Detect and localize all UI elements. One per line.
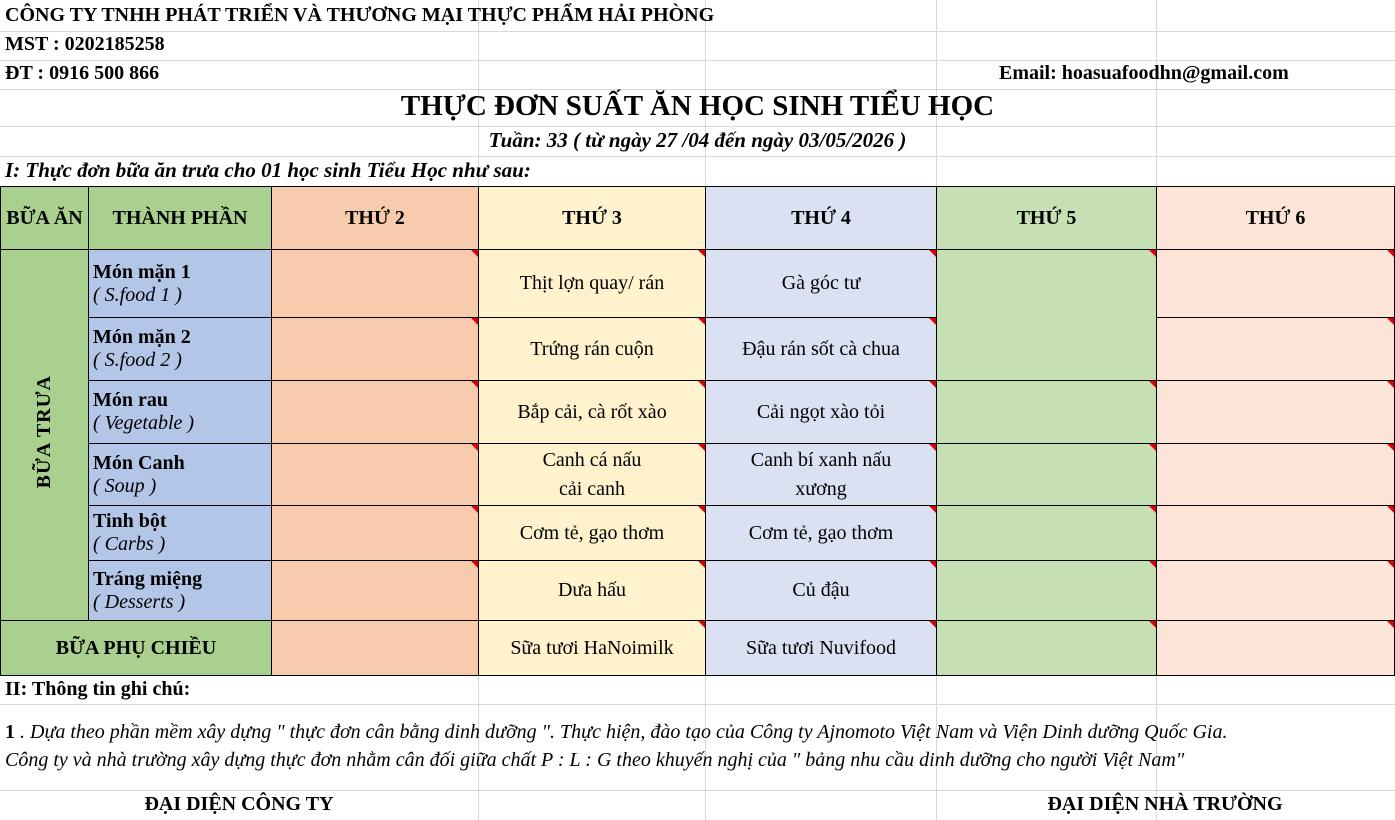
row-label-cell xyxy=(89,444,272,506)
header-thu-2: THỨ 2 xyxy=(272,187,479,250)
cell-thu-3[interactable]: Cơm tẻ, gạo thơm xyxy=(479,506,706,561)
cell-thu-2[interactable] xyxy=(272,381,479,444)
row-label-cell xyxy=(89,250,272,318)
lunch-label-cell xyxy=(1,250,89,621)
row-label-cell xyxy=(89,318,272,381)
cell-thu-4[interactable]: Đậu rán sốt cà chua xyxy=(706,318,937,381)
cell-thu-4[interactable]: Sữa tươi Nuvifood xyxy=(706,621,937,676)
snack-label: BỮA PHỤ CHIỀU xyxy=(1,621,272,676)
cell-thu-2[interactable] xyxy=(272,506,479,561)
row-sublabel: ( S.food 1 ) xyxy=(93,283,182,306)
email: Email: hoasuafoodhn@gmail.com xyxy=(999,62,1289,84)
header-thu-6: THỨ 6 xyxy=(1157,187,1395,250)
header-component: THÀNH PHẦN xyxy=(89,187,272,250)
cell-thu-6[interactable] xyxy=(1157,250,1395,318)
tax-code: MST : 0202185258 xyxy=(5,33,165,55)
cell-thu-3[interactable]: Dưa hấu xyxy=(479,561,706,621)
phone-number: ĐT : 0916 500 866 xyxy=(5,62,160,84)
row-label: Món mặn 1 xyxy=(93,260,191,283)
row-label: Tinh bột xyxy=(93,510,167,532)
header-meal: BỮA ĂN xyxy=(1,187,89,250)
note-line-1: 1 . Dựa theo phần mềm xây dựng " thực đơn cân bằng dinh dưỡng ". Thực hiện, đào tạo của Công ty Ajnomoto Việt Nam và Viện Dinh dưỡng Quốc Gia. xyxy=(5,721,1228,743)
section-lunch-title: I: Thực đơn bữa ăn trưa cho 01 học sinh Tiểu Học như sau: xyxy=(5,158,531,182)
cell-thu-5[interactable] xyxy=(937,444,1157,506)
row-label: Món rau xyxy=(93,389,168,411)
section-notes-title: II: Thông tin ghi chú: xyxy=(5,678,191,700)
table-row xyxy=(1,506,1395,561)
week-range: Tuần: 33 ( từ ngày 27 /04 đến ngày 03/05/2026 ) xyxy=(488,128,907,152)
header-thu-5: THỨ 5 xyxy=(937,187,1157,250)
cell-thu-2[interactable] xyxy=(272,318,479,381)
signature-company: ĐẠI DIỆN CÔNG TY xyxy=(144,793,334,815)
row-sublabel: ( Vegetable ) xyxy=(93,412,195,434)
snack-row xyxy=(1,621,1395,676)
cell-thu-5[interactable] xyxy=(937,621,1157,676)
row-label-cell xyxy=(89,561,272,621)
cell-thu-6[interactable] xyxy=(1157,506,1395,561)
cell-thu-4[interactable]: Củ đậu xyxy=(706,561,937,621)
cell-thu-6[interactable] xyxy=(1157,621,1395,676)
cell-thu-2[interactable] xyxy=(272,444,479,506)
cell-thu-6[interactable] xyxy=(1157,318,1395,381)
row-label: Tráng miệng xyxy=(93,567,203,590)
row-sublabel: ( Desserts ) xyxy=(93,590,186,613)
row-label: Món mặn 2 xyxy=(93,326,191,348)
row-sublabel: ( S.food 2 ) xyxy=(93,349,182,371)
row-label: Món Canh xyxy=(93,451,185,474)
signature-school: ĐẠI DIỆN NHÀ TRƯỜNG xyxy=(1047,793,1283,815)
cell-thu-3[interactable]: Canh cá nấu cải canh xyxy=(479,444,706,506)
company-name: CÔNG TY TNHH PHÁT TRIỂN VÀ THƯƠNG MẠI THỰC PHẨM HẢI PHÒNG xyxy=(5,4,715,26)
cell-thu-2[interactable] xyxy=(272,621,479,676)
cell-thu-6[interactable] xyxy=(1157,444,1395,506)
cell-thu-4[interactable]: Gà góc tư xyxy=(706,250,937,318)
cell-thu-5[interactable] xyxy=(937,381,1157,444)
cell-thu-4[interactable]: Canh bí xanh nấu xương xyxy=(706,444,937,506)
page-title: THỰC ĐƠN SUẤT ĂN HỌC SINH TIỂU HỌC xyxy=(400,90,995,122)
note-line-2: Công ty và nhà trường xây dựng thực đơn nhằm cân đối giữa chất P : L : G theo khuyến nghị của " bảng nhu cầu dinh dưỡng cho người Việt Nam" xyxy=(5,749,1185,771)
lunch-label: BỮA TRƯA xyxy=(33,375,55,489)
cell-thu-2[interactable] xyxy=(272,561,479,621)
cell-thu-5[interactable] xyxy=(937,506,1157,561)
cell-thu-6[interactable] xyxy=(1157,381,1395,444)
table-row xyxy=(1,561,1395,621)
cell-thu-4[interactable]: Cải ngọt xào tỏi xyxy=(706,381,937,444)
cell-thu-4[interactable]: Cơm tẻ, gạo thơm xyxy=(706,506,937,561)
table-row xyxy=(1,318,1395,381)
header-thu-4: THỨ 4 xyxy=(706,187,937,250)
table-row xyxy=(1,381,1395,444)
cell-thu-5[interactable] xyxy=(937,250,1157,381)
row-sublabel: ( Soup ) xyxy=(93,474,157,497)
row-sublabel: ( Carbs ) xyxy=(93,533,166,555)
header-thu-3: THỨ 3 xyxy=(479,187,706,250)
cell-thu-6[interactable] xyxy=(1157,561,1395,621)
cell-thu-3[interactable]: Sữa tươi HaNoimilk xyxy=(479,621,706,676)
table-header-row xyxy=(1,187,1395,250)
note-number: 1 xyxy=(5,721,15,743)
table-row xyxy=(1,250,1395,318)
menu-table xyxy=(0,186,1395,676)
row-label-cell xyxy=(89,381,272,444)
table-row xyxy=(1,444,1395,506)
cell-thu-3[interactable]: Bắp cải, cà rốt xào xyxy=(479,381,706,444)
cell-thu-3[interactable]: Trứng rán cuộn xyxy=(479,318,706,381)
cell-thu-5[interactable] xyxy=(937,561,1157,621)
row-label-cell xyxy=(89,506,272,561)
cell-thu-3[interactable]: Thịt lợn quay/ rán xyxy=(479,250,706,318)
cell-thu-2[interactable] xyxy=(272,250,479,318)
